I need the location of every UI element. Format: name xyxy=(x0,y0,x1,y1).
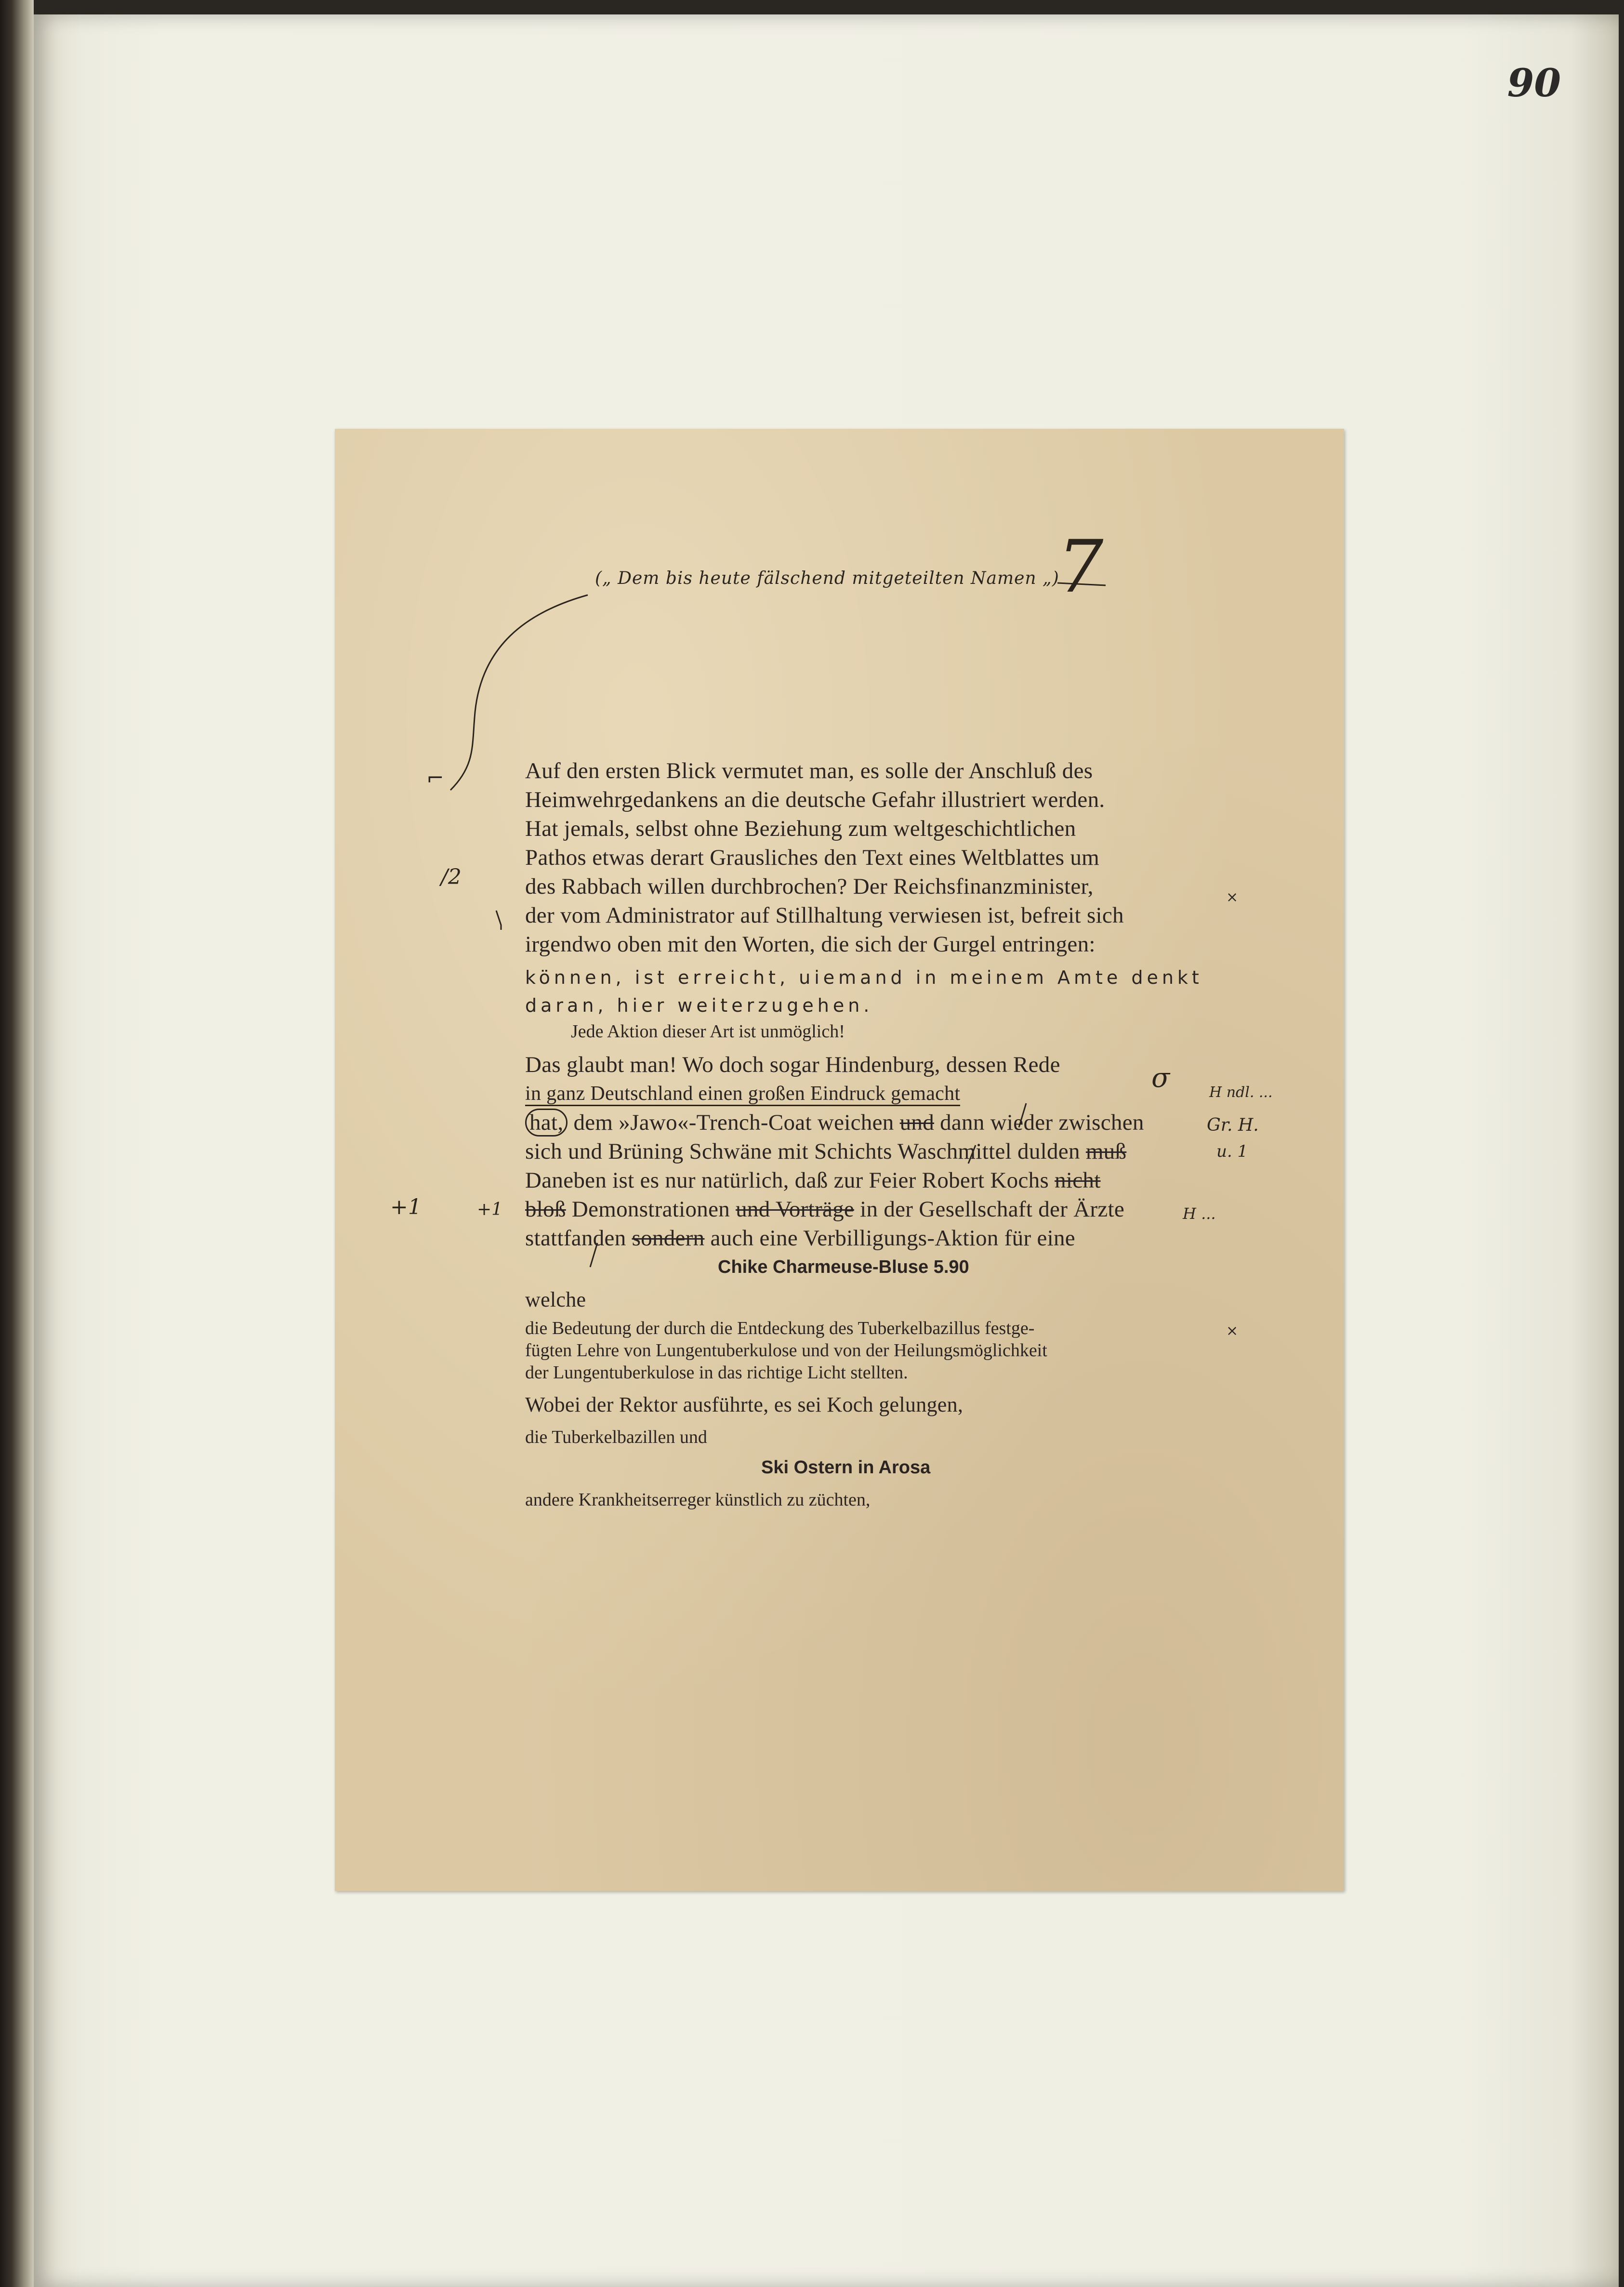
statt-line xyxy=(525,1224,1209,1253)
text-line-3: Hat jemals, selbst ohne Beziehung zum weltgeschichtlichen xyxy=(525,816,1076,841)
text-line-2: Heimwehrgedankens an die deutsche Gefahr illustriert werden. xyxy=(525,787,1105,812)
margin-note-right-6: × xyxy=(1226,1322,1239,1339)
ganz-line xyxy=(525,1079,1209,1108)
hat-circled: hat, xyxy=(525,1109,568,1137)
text-line-7: irgendwo oben mit den Worten, die sich der Gurgel entringen: xyxy=(525,932,1096,957)
andere-line: andere Krankheitserreger künstlich zu züchten, xyxy=(525,1490,871,1510)
text-line-4: Pathos etwas derart Grausliches den Text eines Weltblattes um xyxy=(525,845,1100,870)
daneben-strike: nicht xyxy=(1055,1168,1101,1193)
statt-text-b: auch eine Verbilligungs-Aktion für eine xyxy=(710,1226,1075,1251)
text-line-6: der vom Administrator auf Stillhaltung verwiesen ist, befreit sich xyxy=(525,903,1124,928)
ski-heading: Ski Ostern in Arosa xyxy=(761,1457,931,1478)
bloss-line xyxy=(525,1195,1209,1224)
folio-number: 90 xyxy=(1507,60,1561,106)
text-line-1: Auf den ersten Blick vermutet man, es solle der Anschluß des xyxy=(525,758,1093,783)
statt-text-a: stattfanden xyxy=(525,1226,626,1251)
statt-strike: sondern xyxy=(632,1226,705,1251)
bloss-strike-2: und Vorträge xyxy=(736,1197,855,1222)
daneben-text: Daneben ist es nur natürlich, daß zur Feier Robert Kochs xyxy=(525,1168,1049,1193)
margin-note-right-5: H ... xyxy=(1183,1204,1216,1223)
bloss-text-b: in der Gesellschaft der Ärzte xyxy=(860,1197,1125,1222)
glaubt-line: Das glaubt man! Wo doch sogar Hindenburg, dessen Rede xyxy=(525,1052,1060,1077)
margin-note-right-mark: σ xyxy=(1151,1062,1170,1094)
aktion-line: Jede Aktion dieser Art ist unmöglich! xyxy=(571,1021,845,1042)
text-line-5: des Rabbach willen durchbrochen? Der Reichsfinanzminister, xyxy=(525,874,1094,899)
album-page xyxy=(34,14,1619,2287)
margin-note-right-4: u. 1 xyxy=(1216,1142,1248,1161)
margin-note-right-1: × xyxy=(1226,889,1239,906)
tuberkel-line: die Tuberkelbazillen und xyxy=(525,1427,707,1447)
bedeutung-line-1: die Bedeutung der durch die Entdeckung des Tuberkelbazillus festge- xyxy=(525,1318,1035,1338)
jawo-line xyxy=(525,1108,1209,1137)
margin-note-left-3: +1 xyxy=(390,1195,422,1219)
wobei-line: Wobei der Rektor ausführte, es sei Koch gelungen, xyxy=(525,1393,964,1416)
bedeutung-line-3: der Lungentuberkulose in das richtige Licht stellten. xyxy=(525,1362,908,1383)
margin-note-left-1: ⌐ xyxy=(426,766,444,791)
bloss-text-a: Demonstrationen xyxy=(571,1197,730,1222)
sich-strike: muß xyxy=(1085,1139,1127,1164)
jawo-strike: und xyxy=(899,1110,935,1135)
quote-line-1: können, ist erreicht, uiemand in meinem Amte denkt xyxy=(525,967,1203,988)
jawo-text-a: dem »Jawo«-Trench-Coat weichen xyxy=(573,1110,894,1135)
chike-heading: Chike Charmeuse-Bluse 5.90 xyxy=(718,1257,969,1277)
margin-note-left-2: /2 xyxy=(441,865,462,889)
document-text xyxy=(525,756,1209,1511)
pasted-sheet xyxy=(335,429,1344,1891)
margin-note-right-2: H ndl. ... xyxy=(1209,1084,1273,1101)
top-handwritten-note: („ Dem bis heute fälschend mitgeteilten Namen „) xyxy=(595,568,1059,588)
sich-line xyxy=(525,1137,1209,1166)
daneben-line xyxy=(525,1166,1209,1195)
quote-line-2: daran, hier weiterzugehen. xyxy=(525,995,873,1016)
margin-note-right-3: Gr. H. xyxy=(1207,1115,1259,1135)
sich-text: sich und Brüning Schwäne mit Schichts Waschmittel dulden xyxy=(525,1139,1080,1164)
ganz-text: in ganz Deutschland einen großen Eindruck gemacht xyxy=(525,1083,960,1106)
bloss-strike: bloß xyxy=(525,1197,566,1222)
welche-line: welche xyxy=(525,1288,586,1311)
book-spine-edge xyxy=(0,0,34,2287)
sheet-number: 7 xyxy=(1057,525,1104,609)
bedeutung-line-2: fügten Lehre von Lungentuberkulose und von der Heilungsmöglichkeit xyxy=(525,1340,1047,1361)
margin-note-left-4: +1 xyxy=(477,1200,503,1219)
jawo-text-b: dann wieder zwischen xyxy=(940,1110,1144,1135)
